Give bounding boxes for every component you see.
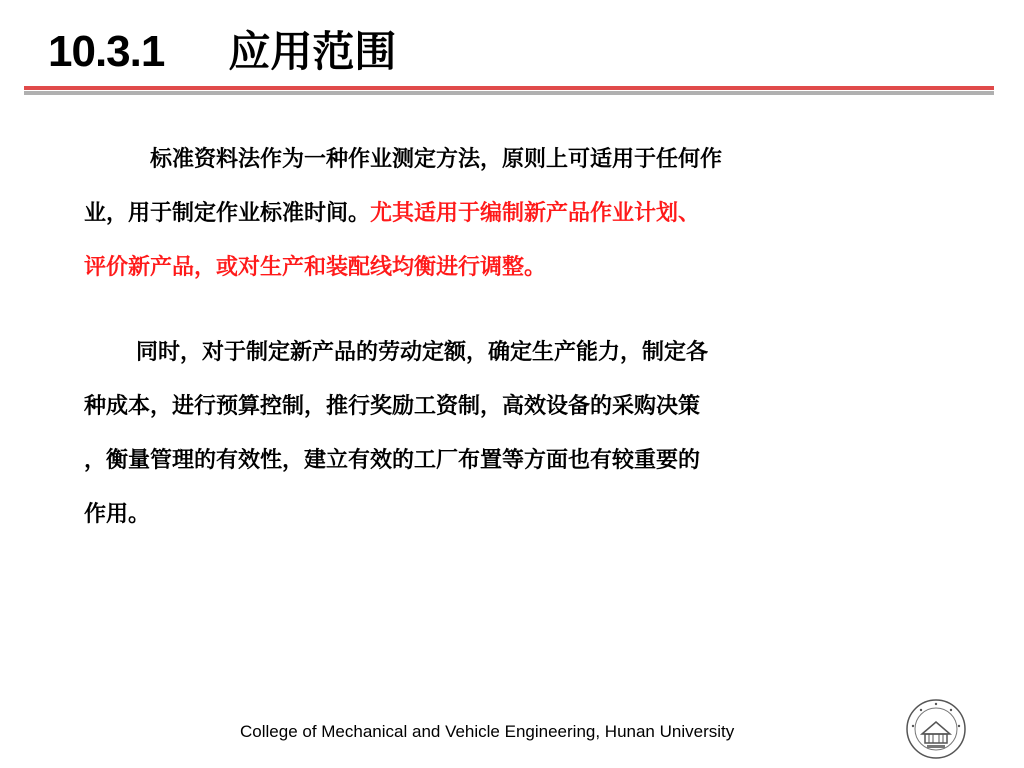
paragraph1-line2-normal: 业，用于制定作业标准时间。 — [84, 201, 371, 226]
slide-title — [48, 22, 396, 82]
title-divider-gray — [24, 91, 994, 95]
footer-institution: College of Mechanical and Vehicle Engineering, Hunan University — [240, 722, 735, 741]
university-seal-logo — [905, 698, 967, 760]
paragraph1-line2-highlight: 尤其适用于编制新产品作业计划、 — [370, 201, 701, 226]
section-title: 应用范围 — [228, 27, 397, 76]
paragraph2-line2: 种成本，进行预算控制，推行奖励工资制，高效设备的采购决策 — [84, 394, 701, 419]
paragraph1-line2 — [84, 187, 934, 241]
paragraph1-line3-highlight: 评价新产品，或对生产和装配线均衡进行调整。 — [84, 255, 547, 280]
title-divider-red — [24, 86, 994, 90]
section-number: 10.3.1 — [48, 27, 165, 76]
paragraph2-line1: 同时，对于制定新产品的劳动定额，确定生产能力，制定各 — [136, 340, 709, 365]
paragraph2-line4: 作用。 — [84, 502, 151, 527]
paragraph-other-uses — [84, 326, 934, 542]
paragraph2-line3: ，衡量管理的有效性，建立有效的工厂布置等方面也有较重要的 — [84, 448, 701, 473]
paragraph-application-scope — [84, 133, 934, 295]
paragraph1-line1: 标准资料法作为一种作业测定方法，原则上可适用于任何作 — [150, 147, 723, 172]
